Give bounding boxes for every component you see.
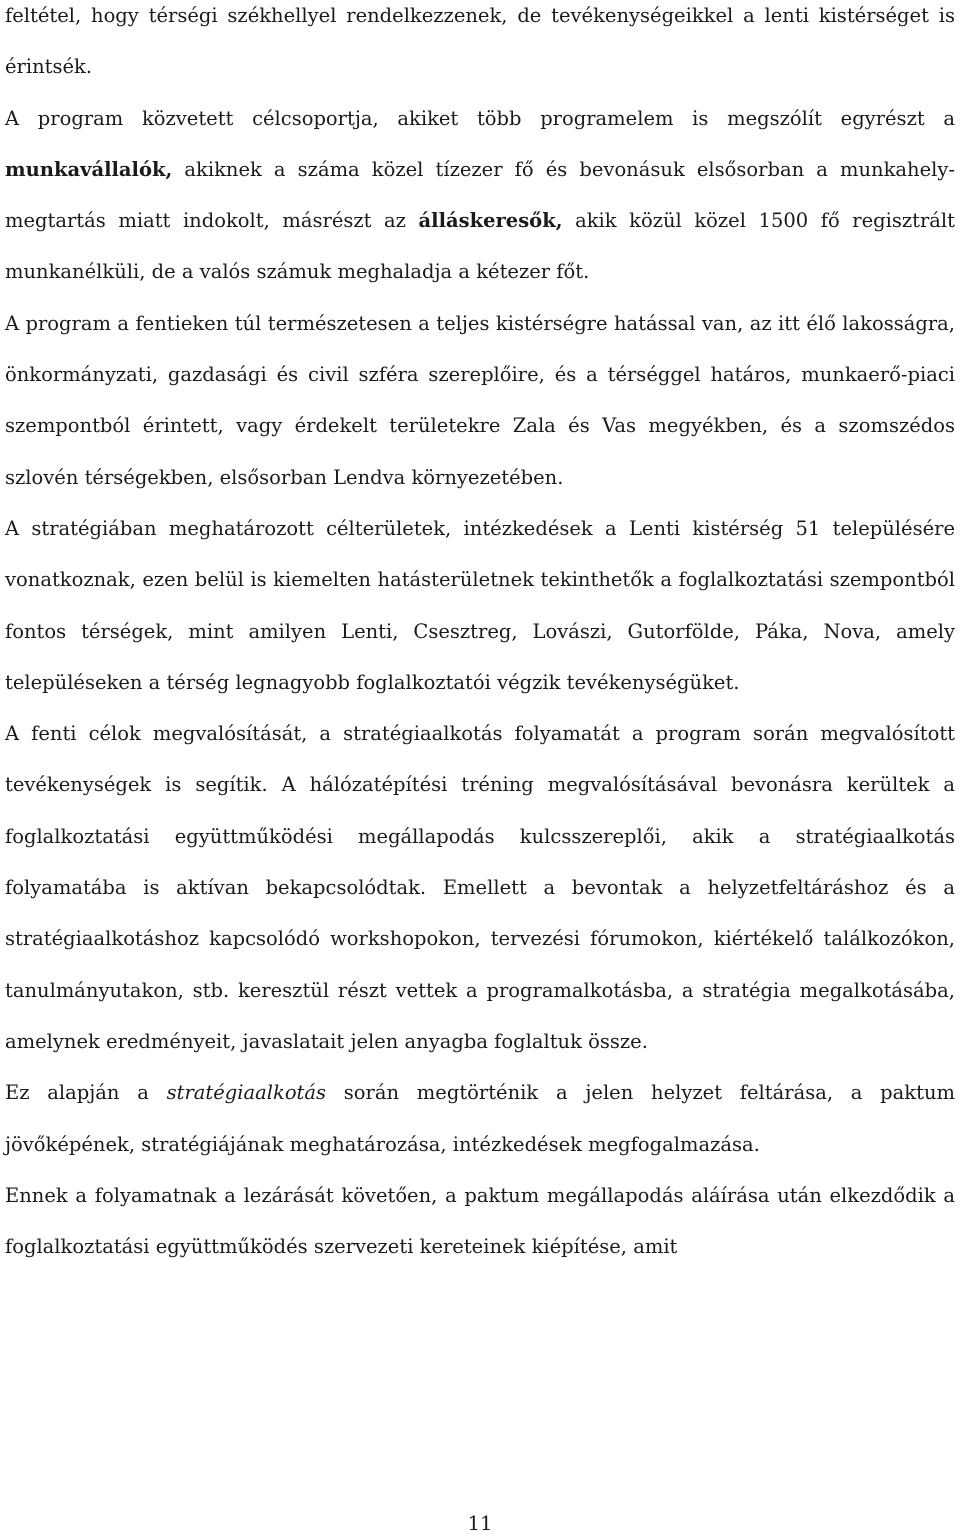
emphasis-allaskeresok: álláskeresők, — [418, 209, 563, 233]
paragraph-5 — [5, 708, 955, 1067]
emphasis-strategiaalkotas: stratégiaalkotás — [166, 1081, 327, 1105]
paragraph-5-text: A fenti célok megvalósítását, a stratégiaalkotás folyamatát a program során megvalósított tevékenységek is segítik. A hálózatépítési tréning megvalósításával bevonásra kerültek a foglalkoztatási együttműködési megállapodás kulcsszereplői, akik a stratégiaalkotás folyamatába is aktívan bekapcsolódtak. Emellett a bevontak a helyzetfeltáráshoz és a stratégiaalkotáshoz kapcsolódó workshopokon, tervezési fórumokon, kiértékelő találkozókon, tanulmányutakon, stb. keresztül részt vettek a programalkotásba, a stratégia megalkotásába, amelynek eredményeit, javaslatait jelen anyagba foglaltuk össze. — [5, 722, 955, 1053]
paragraph-6-intro: Ez alapján a — [5, 1081, 167, 1105]
paragraph-3 — [5, 298, 955, 503]
paragraph-2-middle: akiknek a száma közel tízezer fő és bevonásuk elsősorban a munkahely-megtartás miatt indokolt, másrészt az — [5, 157, 955, 233]
paragraph-4 — [5, 503, 955, 708]
paragraph-6 — [5, 1067, 955, 1170]
document-page — [5, 0, 955, 1272]
paragraph-7 — [5, 1170, 955, 1273]
paragraph-1 — [5, 0, 955, 93]
emphasis-munkavallalok: munkavállalók, — [5, 157, 173, 181]
paragraph-4-text: A stratégiában meghatározott célterületek, intézkedések a Lenti kistérség 51 településére vonatkoznak, ezen belül is kiemelten hatásterületnek tekinthetők a foglalkoztatási szempontból fontos térségek, mint amilyen Lenti, Csesztreg, Lovászi, Gutorfölde, Páka, Nova, amely településeken a térség legnagyobb foglalkoztatói végzik tevékenységüket. — [5, 516, 955, 694]
paragraph-7-text: Ennek a folyamatnak a lezárását követően, a paktum megállapodás aláírása után elkezdődik a foglalkoztatási együttműködés szervezeti kereteinek kiépítése, amit — [5, 1183, 955, 1259]
paragraph-2 — [5, 93, 955, 298]
page-number: 11 — [467, 1512, 493, 1535]
paragraph-2-end: akik közül közel 1500 fő regisztrált munkanélküli, de a valós számuk meghaladja a kétezer főt. — [5, 209, 956, 284]
paragraph-3-text: A program a fentieken túl természetesen a teljes kistérségre hatással van, az itt élő lakosságra, önkormányzati, gazdasági és civil szféra szereplőire, és a térséggel határos, munkaerő-piaci szempontból érintett, vagy érdekelt területekre Zala és Vas megyékben, és a szomszédos szlovén térségekben, elsősorban Lendva környezetében. — [5, 311, 955, 489]
paragraph-2-intro: A program közvetett célcsoportja, akiket több programelem is megszólít egyrészt a — [5, 106, 955, 130]
paragraph-1-text: feltétel, hogy térségi székhellyel rendelkezzenek, de tevékenységeikkel a lenti kistérséget is érintsék. — [5, 4, 955, 79]
paragraph-6-end: során megtörténik a jelen helyzet feltárása, a paktum jövőképének, stratégiájának meghatározása, intézkedések megfogalmazása. — [5, 1081, 955, 1156]
